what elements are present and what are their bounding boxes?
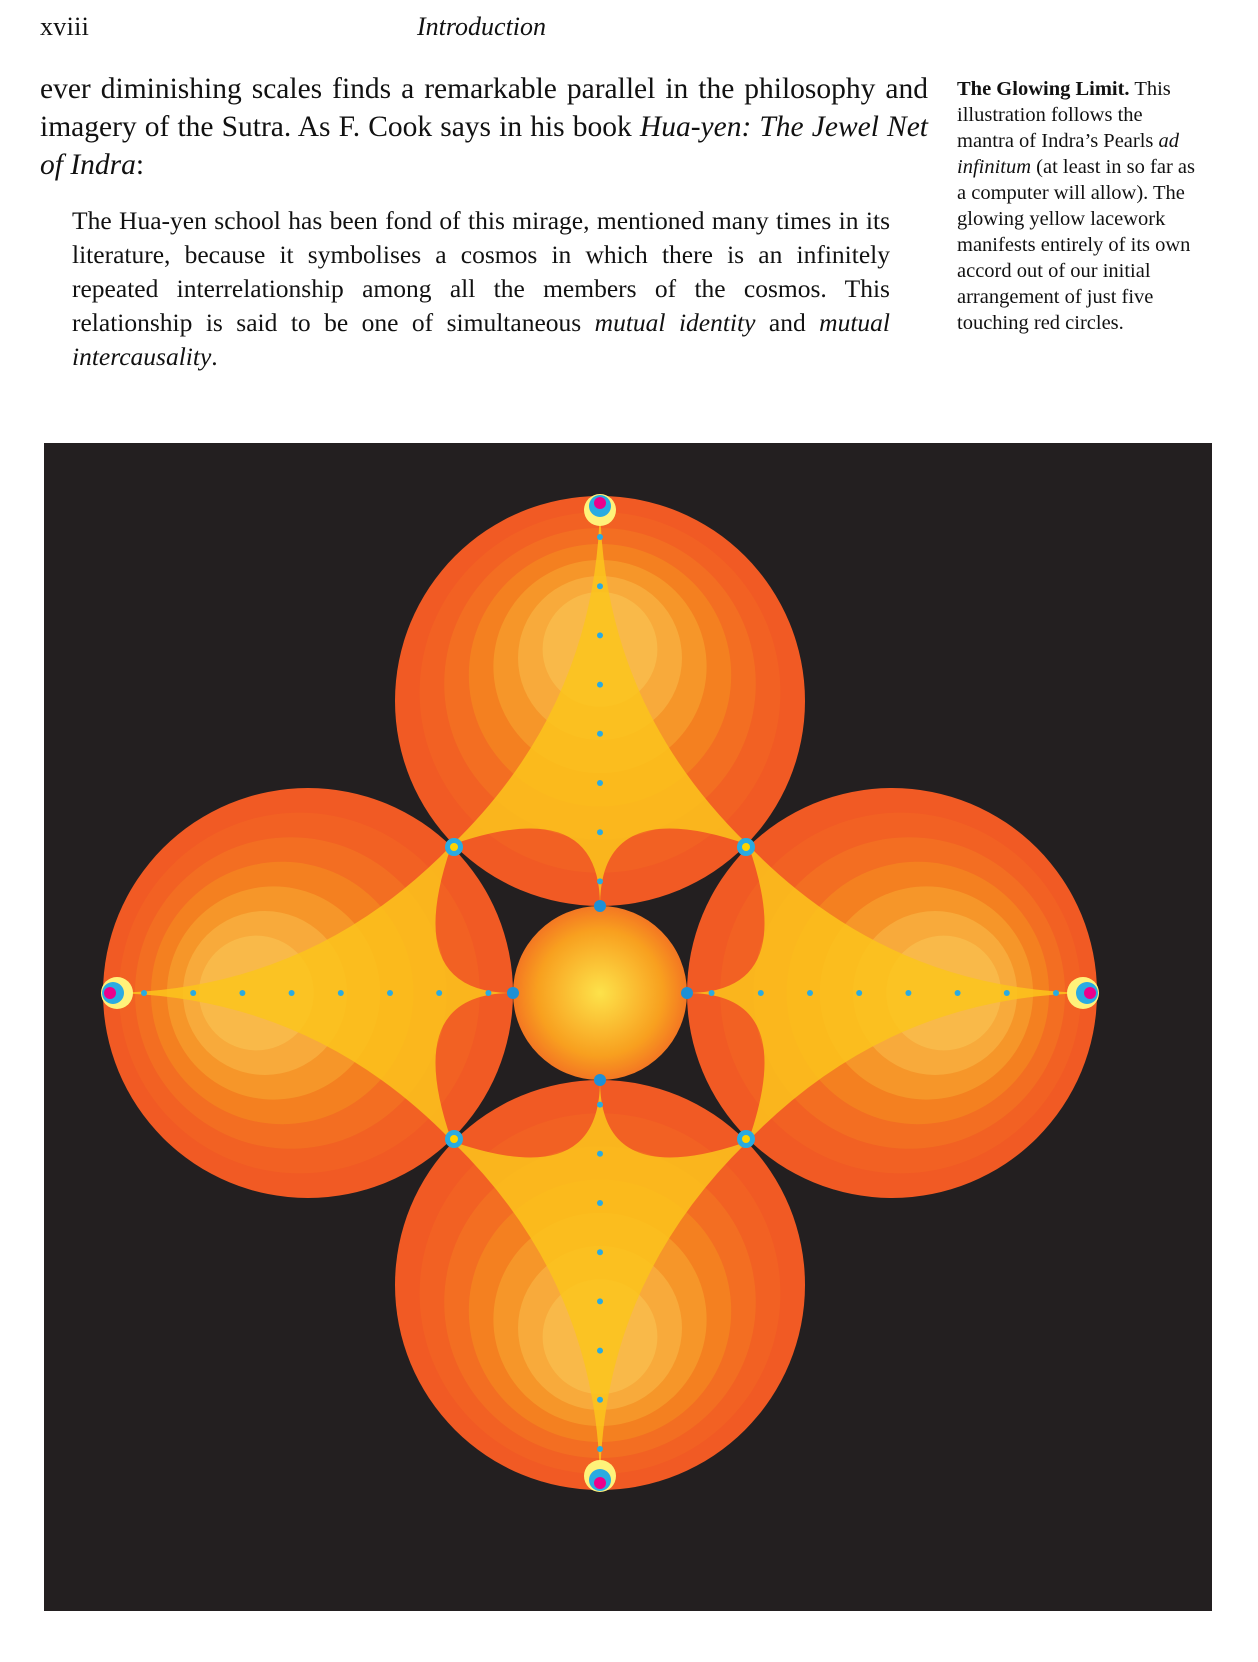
lace-dot: [597, 829, 603, 835]
quote-emphasis-2: mutual intercausality: [72, 308, 890, 371]
caption-title: The Glowing Limit.: [957, 78, 1130, 100]
center-tangency-point: [681, 987, 693, 999]
lace-dot: [485, 990, 491, 996]
limit-core: [594, 1477, 606, 1489]
lace-dot: [597, 534, 603, 540]
lace-dot: [141, 990, 147, 996]
lace-dot: [597, 1298, 603, 1304]
block-quote: [72, 204, 890, 374]
lace-dot: [807, 990, 813, 996]
body-text-start: ever diminishing scales finds a remarkable parallel in the philosophy and imagery of the Sutra. As F. Cook says in his book: [40, 73, 928, 143]
lace-dot: [856, 990, 862, 996]
lace-dot: [758, 990, 764, 996]
lace-dot: [597, 1102, 603, 1108]
lace-dot: [597, 1446, 603, 1452]
caption-emphasis: ad infinitum: [957, 130, 1180, 178]
center-tangency-point: [594, 1074, 606, 1086]
figure-caption: [957, 76, 1202, 336]
lace-dot: [1004, 990, 1010, 996]
center-tangency-point: [594, 900, 606, 912]
tangency-core: [742, 1135, 750, 1143]
book-title: Hua-yen: The Jewel Net of Indra: [40, 111, 928, 181]
fractal-figure: [44, 443, 1212, 1611]
lace-dot: [387, 990, 393, 996]
lace-dot: [597, 682, 603, 688]
quote-text-1: The Hua-yen school has been fond of this mirage, mentioned many times in its literature, because it symbolises a cosmos in which there is an infinitely repeated interrelationship among all the members of the cosmos. This relationship is said to be one of simultaneous: [72, 206, 890, 337]
lace-dot: [597, 1397, 603, 1403]
page-number: xviii: [40, 12, 90, 41]
body-paragraph: [40, 70, 928, 184]
lace-dot: [597, 583, 603, 589]
lace-dot: [955, 990, 961, 996]
quote-text-2: and: [755, 308, 820, 337]
lace-dot: [436, 990, 442, 996]
center-tangency-point: [507, 987, 519, 999]
caption-text-2: (at least in so far as a computer will allow). The glowing yellow lacework manifests entirely of its own accord out of our initial arrangement of just five touching red circles.: [957, 156, 1195, 334]
fractal-illustration: [44, 443, 1212, 1611]
quote-text-3: .: [211, 342, 218, 371]
tangency-core: [450, 1135, 458, 1143]
lace-dot: [289, 990, 295, 996]
circle-center: [513, 906, 687, 1080]
lace-dot: [905, 990, 911, 996]
lace-dot: [597, 1200, 603, 1206]
tangency-core: [450, 843, 458, 851]
body-text-end: :: [135, 149, 145, 181]
lace-dot: [597, 1348, 603, 1354]
lace-dot: [597, 780, 603, 786]
lace-dot: [239, 990, 245, 996]
lace-dot: [597, 1151, 603, 1157]
lace-dot: [597, 878, 603, 884]
lace-dot: [338, 990, 344, 996]
lace-dot: [709, 990, 715, 996]
quote-emphasis-1: mutual identity: [594, 308, 756, 337]
lace-dot: [1053, 990, 1059, 996]
lace-dot: [597, 1249, 603, 1255]
running-head: Introduction: [417, 12, 547, 41]
lace-dot: [597, 731, 603, 737]
limit-core: [104, 987, 116, 999]
limit-core: [1084, 987, 1096, 999]
tangency-core: [742, 843, 750, 851]
lace-dot: [597, 632, 603, 638]
limit-core: [594, 497, 606, 509]
lace-dot: [190, 990, 196, 996]
caption-text-1: This illustration follows the mantra of Indra’s Pearls: [957, 78, 1171, 152]
